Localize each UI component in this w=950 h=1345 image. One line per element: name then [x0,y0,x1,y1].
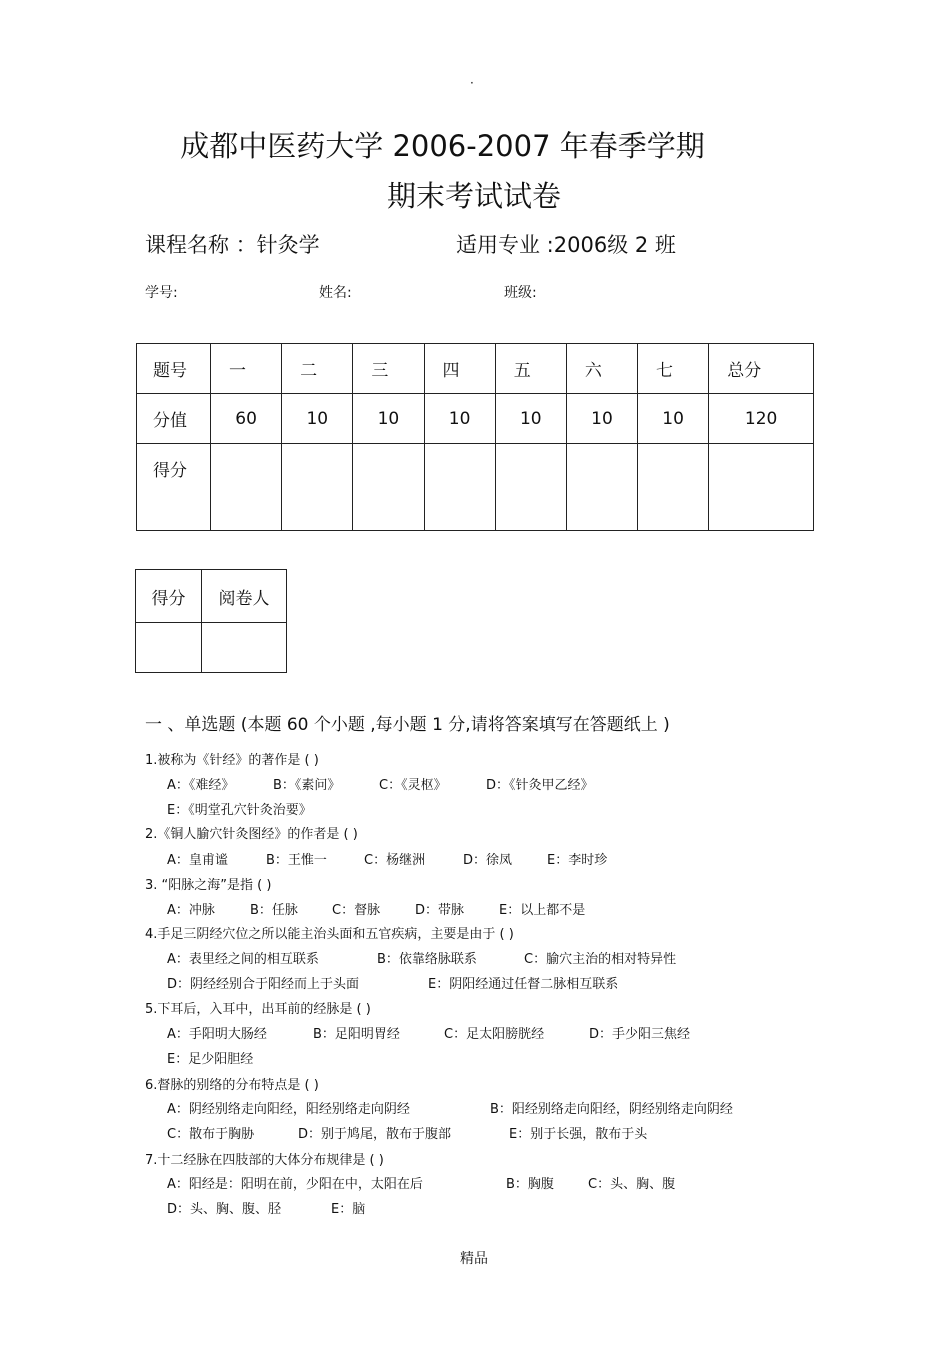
option: D：阴经经别合于阳经而上于头面 [167,977,360,992]
table-cell: 10 [282,394,353,444]
student-name-label: 姓名: [319,285,352,301]
question-stem: 4.手足三阴经穴位之所以能主治头面和五官疾病，主要是由于 ( ) [145,927,514,942]
option: C：督脉 [332,903,381,918]
score-entry-cell[interactable] [495,444,566,531]
top-dot: · [470,76,474,90]
student-id-label: 学号: [145,285,178,301]
table-row [137,344,814,394]
option: E：阴阳经通过任督二脉相互联系 [428,977,619,992]
option: E：以上都不是 [499,903,586,918]
option: E：李时珍 [547,853,608,868]
exam-title-line1: 成都中医药大学 2006-2007 年春季学期 [180,129,705,163]
applicable-major: 适用专业 :2006级 2 班 [456,233,676,257]
table-cell: 10 [638,394,709,444]
option: B：任脉 [250,903,298,918]
table-cell: 总分 [709,344,814,394]
score-entry-cell[interactable] [136,623,202,673]
score-entry-cell[interactable] [424,444,495,531]
table-cell: 六 [566,344,637,394]
score-table [136,343,814,531]
option: C：散布于胸胁 [167,1127,255,1142]
table-cell: 二 [282,344,353,394]
table-cell: 三 [353,344,424,394]
table-row [137,394,814,444]
question-stem: 1.被称为《针经》的著作是 ( ) [145,753,319,768]
table-cell: 得分 [137,444,211,531]
score-entry-cell[interactable] [709,444,814,531]
course-name: 课程名称 ：针灸学 [145,233,320,257]
option: D：《针灸甲乙经》 [486,778,594,793]
table-cell: 四 [424,344,495,394]
table-cell: 60 [211,394,282,444]
option: D：别于鸠尾，散布于腹部 [298,1127,452,1142]
exam-title-line2: 期末考试试卷 [386,179,561,213]
option: A：皇甫谧 [167,853,228,868]
table-cell: 120 [709,394,814,444]
table-cell: 得分 [136,570,202,623]
question-stem: 5.下耳后，入耳中，出耳前的经脉是 ( ) [145,1002,371,1017]
option: C：《灵枢》 [379,778,447,793]
option: B：胸腹 [506,1177,554,1192]
option: C：腧穴主治的相对特异性 [524,952,677,967]
option: C：头、胸、腹 [588,1177,676,1192]
option: E：脑 [331,1202,366,1217]
option: E：《明堂孔穴针灸治要》 [167,803,312,818]
option: B：阳经别络走向阳经，阴经别络走向阴经 [490,1102,733,1117]
table-row [136,623,287,673]
option: A：《难经》 [167,778,235,793]
question-stem: 6.督脉的别络的分布特点是 ( ) [145,1078,319,1093]
table-cell: 一 [211,344,282,394]
question-stem: 3. “阳脉之海”是指 ( ) [145,878,272,893]
option: E：别于长强，散布于头 [509,1127,648,1142]
table-cell: 阅卷人 [202,570,287,623]
option: D：头、胸、腹、胫 [167,1202,282,1217]
option: B：王惟一 [266,853,327,868]
score-entry-cell[interactable] [211,444,282,531]
option: B：《素问》 [273,778,341,793]
option: C：足太阳膀胱经 [444,1027,545,1042]
option: A：阳经是：阳明在前，少阳在中，太阳在后 [167,1177,423,1192]
table-cell: 10 [424,394,495,444]
section-heading: 一 、单选题 (本题 60 个小题 ,每小题 1 分,请将答案填写在答题纸上 ) [145,715,670,735]
option: E：足少阳胆经 [167,1052,254,1067]
grader-table [135,569,287,673]
page-footer: 精品 [460,1251,488,1267]
option: D：徐凤 [463,853,513,868]
option: A：冲脉 [167,903,215,918]
table-cell: 五 [495,344,566,394]
option: D：带脉 [415,903,465,918]
option: A：表里经之间的相互联系 [167,952,319,967]
question-stem: 7.十二经脉在四肢部的大体分布规律是 ( ) [145,1153,384,1168]
question-stem: 2.《铜人腧穴针灸图经》的作者是 ( ) [145,827,358,842]
class-label: 班级: [504,285,537,301]
table-row [137,444,814,531]
option: C：杨继洲 [364,853,426,868]
score-entry-cell[interactable] [566,444,637,531]
option: A：阴经别络走向阳经，阳经别络走向阴经 [167,1102,410,1117]
table-cell: 10 [566,394,637,444]
table-cell: 10 [495,394,566,444]
table-cell: 题号 [137,344,211,394]
score-entry-cell[interactable] [353,444,424,531]
table-cell: 七 [638,344,709,394]
score-entry-cell[interactable] [638,444,709,531]
table-cell: 10 [353,394,424,444]
option: B：足阳明胃经 [313,1027,400,1042]
grader-entry-cell[interactable] [202,623,287,673]
score-entry-cell[interactable] [282,444,353,531]
table-row [136,570,287,623]
option: D：手少阳三焦经 [589,1027,691,1042]
option: B：依靠络脉联系 [377,952,477,967]
table-cell: 分值 [137,394,211,444]
option: A：手阳明大肠经 [167,1027,267,1042]
